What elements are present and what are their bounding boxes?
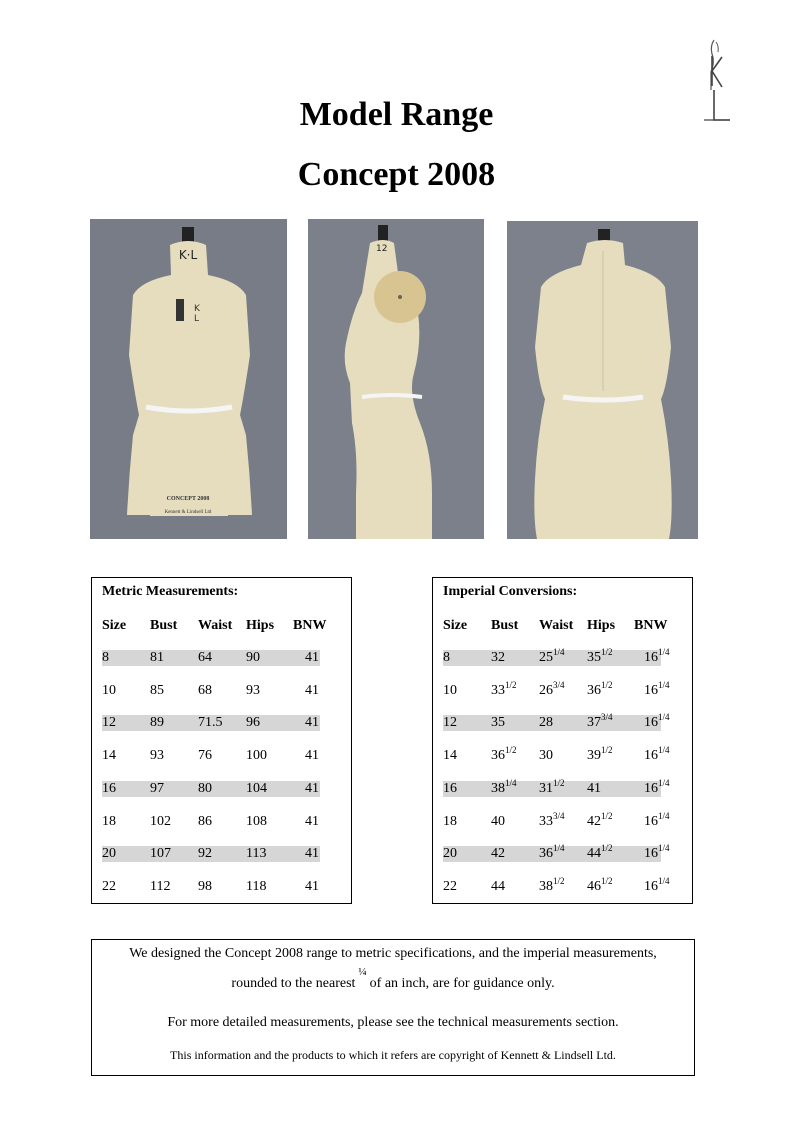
cell-whole: 16 — [644, 650, 658, 665]
table-cell: 118 — [246, 878, 267, 894]
dress-form-side-photo — [308, 219, 484, 539]
column-header: BNW — [634, 618, 668, 633]
table-cell — [491, 846, 505, 862]
table-cell: 41 — [305, 748, 319, 764]
table-row — [443, 647, 670, 666]
cell-whole: 38 — [491, 780, 505, 796]
cell-whole: 32 — [491, 650, 505, 665]
table-cell: 89 — [150, 715, 164, 731]
table-row — [102, 814, 320, 830]
detail-reference-text: For more detailed measurements, please see the technical measurements section. — [167, 1015, 619, 1030]
disclaimer-line-2-before: rounded to the nearest — [231, 976, 356, 991]
column-header: BNW — [293, 618, 327, 633]
svg-text:L: L — [194, 314, 200, 324]
table-row — [102, 879, 320, 895]
table-cell: 80 — [198, 780, 212, 796]
cell-fraction: 1/4 — [658, 777, 670, 788]
table-cell — [587, 745, 613, 764]
table-row — [102, 650, 320, 666]
cell-whole: 16 — [644, 878, 658, 894]
cell-fraction: 1/2 — [601, 679, 613, 690]
cell-whole: 42 — [491, 846, 505, 862]
copyright-text: This information and the products to which it refers are copyright of Kennett & Lindsell Ltd. — [170, 1048, 616, 1062]
table-cell — [443, 879, 457, 895]
cell-whole: 16 — [644, 780, 658, 796]
table-cell: 10 — [102, 682, 116, 698]
table-cell — [644, 875, 670, 895]
disclaimer-box — [91, 939, 695, 1076]
imperial-conversions-table — [432, 577, 693, 904]
table-cell: 20 — [102, 846, 116, 862]
quarter-fraction: ¼ — [358, 966, 367, 978]
table-cell — [644, 712, 670, 731]
table-cell: 41 — [305, 846, 319, 862]
cell-whole: 33 — [539, 813, 553, 829]
cell-whole: 22 — [443, 878, 457, 894]
cell-fraction: 1/4 — [658, 810, 670, 821]
table-cell — [539, 679, 565, 699]
cell-whole: 12 — [443, 715, 457, 731]
table-row — [443, 777, 670, 797]
table-cell: 41 — [305, 780, 319, 796]
form-maker-text: Kennett & Lindsell Ltd — [164, 510, 212, 515]
cell-fraction: 1/4 — [553, 647, 565, 657]
cell-fraction: 1/4 — [658, 843, 670, 854]
table-row — [102, 715, 320, 731]
table-cell — [587, 810, 613, 830]
table-cell — [587, 781, 601, 797]
table-cell — [539, 715, 553, 731]
page-title: Model Range — [299, 96, 494, 133]
cell-fraction: 1/4 — [658, 679, 670, 690]
table-cell — [539, 748, 553, 764]
table-cell — [539, 647, 565, 666]
table-cell: 93 — [150, 748, 164, 764]
cell-fraction: 1/2 — [553, 875, 565, 886]
cell-whole: 39 — [587, 748, 601, 764]
cell-fraction: 1/2 — [601, 745, 613, 756]
table-cell: 85 — [150, 682, 164, 698]
column-header: Bust — [150, 618, 178, 633]
imperial-heading: Imperial Conversions: — [443, 584, 578, 599]
cell-whole: 18 — [443, 813, 457, 829]
table-cell: 97 — [150, 780, 164, 796]
cell-fraction: 1/4 — [658, 745, 670, 756]
table-cell: 98 — [198, 878, 212, 894]
column-header: Bust — [491, 618, 519, 633]
table-cell: 81 — [150, 650, 164, 665]
metric-heading: Metric Measurements: — [102, 584, 239, 599]
cell-whole: 42 — [587, 813, 601, 829]
table-row — [102, 781, 320, 797]
table-cell — [443, 650, 450, 666]
table-cell — [443, 715, 457, 731]
table-row — [102, 846, 320, 862]
table-cell: 68 — [198, 682, 212, 698]
metric-measurements-table — [91, 577, 352, 904]
cell-whole: 36 — [587, 682, 601, 698]
column-header: Size — [102, 618, 127, 633]
column-header: Hips — [246, 618, 275, 633]
cell-whole: 36 — [539, 846, 553, 862]
cell-whole: 44 — [587, 846, 601, 862]
table-cell — [587, 712, 613, 731]
cell-fraction: 1/2 — [553, 777, 565, 788]
table-cell — [644, 647, 670, 666]
table-cell: 90 — [246, 650, 260, 665]
cell-whole: 33 — [491, 682, 505, 698]
disclaimer-line-1: We designed the Concept 2008 range to metric specifications, and the imperial measurements, — [129, 946, 657, 961]
table-cell: 112 — [150, 878, 171, 894]
cell-fraction: 1/2 — [601, 810, 613, 821]
cell-fraction: 3/4 — [601, 712, 613, 723]
form-label-text: CONCEPT 2008 — [166, 496, 210, 502]
table-cell: 12 — [102, 715, 116, 731]
cell-whole: 31 — [539, 780, 553, 796]
table-row — [102, 748, 320, 764]
table-cell — [539, 843, 565, 862]
cell-fraction: 1/4 — [505, 777, 517, 788]
table-cell: 41 — [305, 715, 319, 731]
table-cell — [539, 810, 565, 830]
svg-text:K·L: K·L — [178, 248, 198, 262]
svg-text:K: K — [194, 304, 200, 314]
cell-fraction: 1/4 — [658, 875, 670, 886]
cell-fraction: 3/4 — [553, 679, 565, 690]
cell-fraction: 1/2 — [601, 647, 613, 657]
dress-form-front-photo — [90, 219, 287, 539]
cell-whole: 16 — [644, 715, 658, 731]
table-cell — [443, 683, 457, 699]
cell-whole: 8 — [443, 650, 450, 665]
table-cell: 41 — [305, 682, 319, 698]
disclaimer-line-2-after: of an inch, are for guidance only. — [369, 976, 555, 991]
table-cell: 41 — [305, 813, 319, 829]
cell-fraction: 1/2 — [505, 679, 517, 690]
cell-whole: 46 — [587, 878, 601, 894]
table-row — [443, 712, 670, 731]
table-cell: 14 — [102, 748, 116, 764]
page-subtitle: Concept 2008 — [297, 156, 496, 193]
cell-whole: 14 — [443, 748, 457, 764]
table-cell: 18 — [102, 813, 116, 829]
table-row — [443, 843, 670, 862]
table-cell: 22 — [102, 878, 116, 894]
cell-whole: 16 — [644, 846, 658, 862]
table-cell — [443, 781, 457, 797]
table-cell: 102 — [150, 813, 171, 829]
cell-fraction: 1/2 — [601, 875, 613, 886]
column-header: Size — [443, 618, 468, 633]
table-cell — [443, 814, 457, 830]
table-cell: 104 — [246, 780, 267, 796]
cell-whole: 44 — [491, 878, 505, 894]
cell-whole: 35 — [587, 650, 601, 665]
table-cell: 107 — [150, 846, 171, 862]
cell-fraction: 1/2 — [505, 745, 517, 756]
table-cell: 8 — [102, 650, 109, 665]
cell-whole: 25 — [539, 650, 553, 665]
table-cell — [491, 777, 517, 797]
table-cell: 86 — [198, 813, 212, 829]
table-cell — [443, 748, 457, 764]
table-cell — [491, 650, 505, 666]
table-cell — [587, 679, 613, 699]
table-cell: 93 — [246, 682, 260, 698]
table-cell — [644, 777, 670, 797]
table-cell — [491, 715, 505, 731]
size-tag-text: 12 — [376, 244, 388, 254]
table-cell: 64 — [198, 650, 212, 665]
table-cell — [644, 745, 670, 764]
table-cell — [587, 843, 613, 862]
table-cell: 16 — [102, 780, 116, 796]
table-cell — [491, 879, 505, 895]
column-header: Waist — [198, 618, 233, 633]
table-cell — [644, 843, 670, 862]
cell-whole: 28 — [539, 715, 553, 731]
cell-fraction: 1/4 — [658, 712, 670, 723]
cell-whole: 38 — [539, 878, 553, 894]
cell-whole: 16 — [443, 780, 457, 796]
table-row — [102, 683, 320, 699]
table-row — [443, 875, 670, 895]
table-row — [443, 810, 670, 830]
table-cell — [539, 777, 565, 797]
table-cell: 71.5 — [198, 715, 223, 731]
table-cell — [587, 875, 613, 895]
cell-whole: 10 — [443, 682, 457, 698]
table-cell: 108 — [246, 813, 267, 829]
imperial-header-row — [443, 618, 668, 634]
cell-whole: 30 — [539, 748, 553, 764]
cell-whole: 35 — [491, 715, 505, 731]
table-cell: 41 — [305, 878, 319, 894]
table-row — [443, 679, 670, 699]
table-cell — [491, 679, 517, 699]
cell-fraction: 1/2 — [601, 843, 613, 854]
cell-whole: 40 — [491, 813, 505, 829]
table-cell — [587, 647, 613, 666]
table-cell: 100 — [246, 748, 267, 764]
table-cell: 113 — [246, 846, 267, 862]
table-cell — [539, 875, 565, 895]
cell-whole: 37 — [587, 715, 601, 731]
cell-fraction: 1/4 — [553, 843, 565, 854]
table-cell — [491, 745, 517, 764]
metric-header-row — [102, 618, 327, 634]
table-cell — [443, 846, 457, 862]
table-cell — [491, 814, 505, 830]
column-header: Waist — [539, 618, 574, 633]
table-cell: 96 — [246, 715, 260, 731]
cell-whole: 36 — [491, 748, 505, 764]
cell-whole: 20 — [443, 846, 457, 862]
table-cell: 92 — [198, 846, 212, 862]
cell-fraction: 3/4 — [553, 810, 565, 821]
cell-whole: 16 — [644, 748, 658, 764]
dress-form-back-photo — [507, 221, 698, 539]
cell-whole: 16 — [644, 682, 658, 698]
table-row — [443, 745, 670, 764]
cell-fraction: 1/4 — [658, 647, 670, 657]
cell-whole: 16 — [644, 813, 658, 829]
table-cell — [644, 679, 670, 699]
disclaimer-line-2 — [92, 966, 694, 992]
column-header: Hips — [587, 618, 616, 633]
table-cell — [644, 810, 670, 830]
table-cell: 41 — [305, 650, 319, 665]
cell-whole: 41 — [587, 780, 601, 796]
cell-whole: 26 — [539, 682, 553, 698]
table-cell: 76 — [198, 748, 212, 764]
